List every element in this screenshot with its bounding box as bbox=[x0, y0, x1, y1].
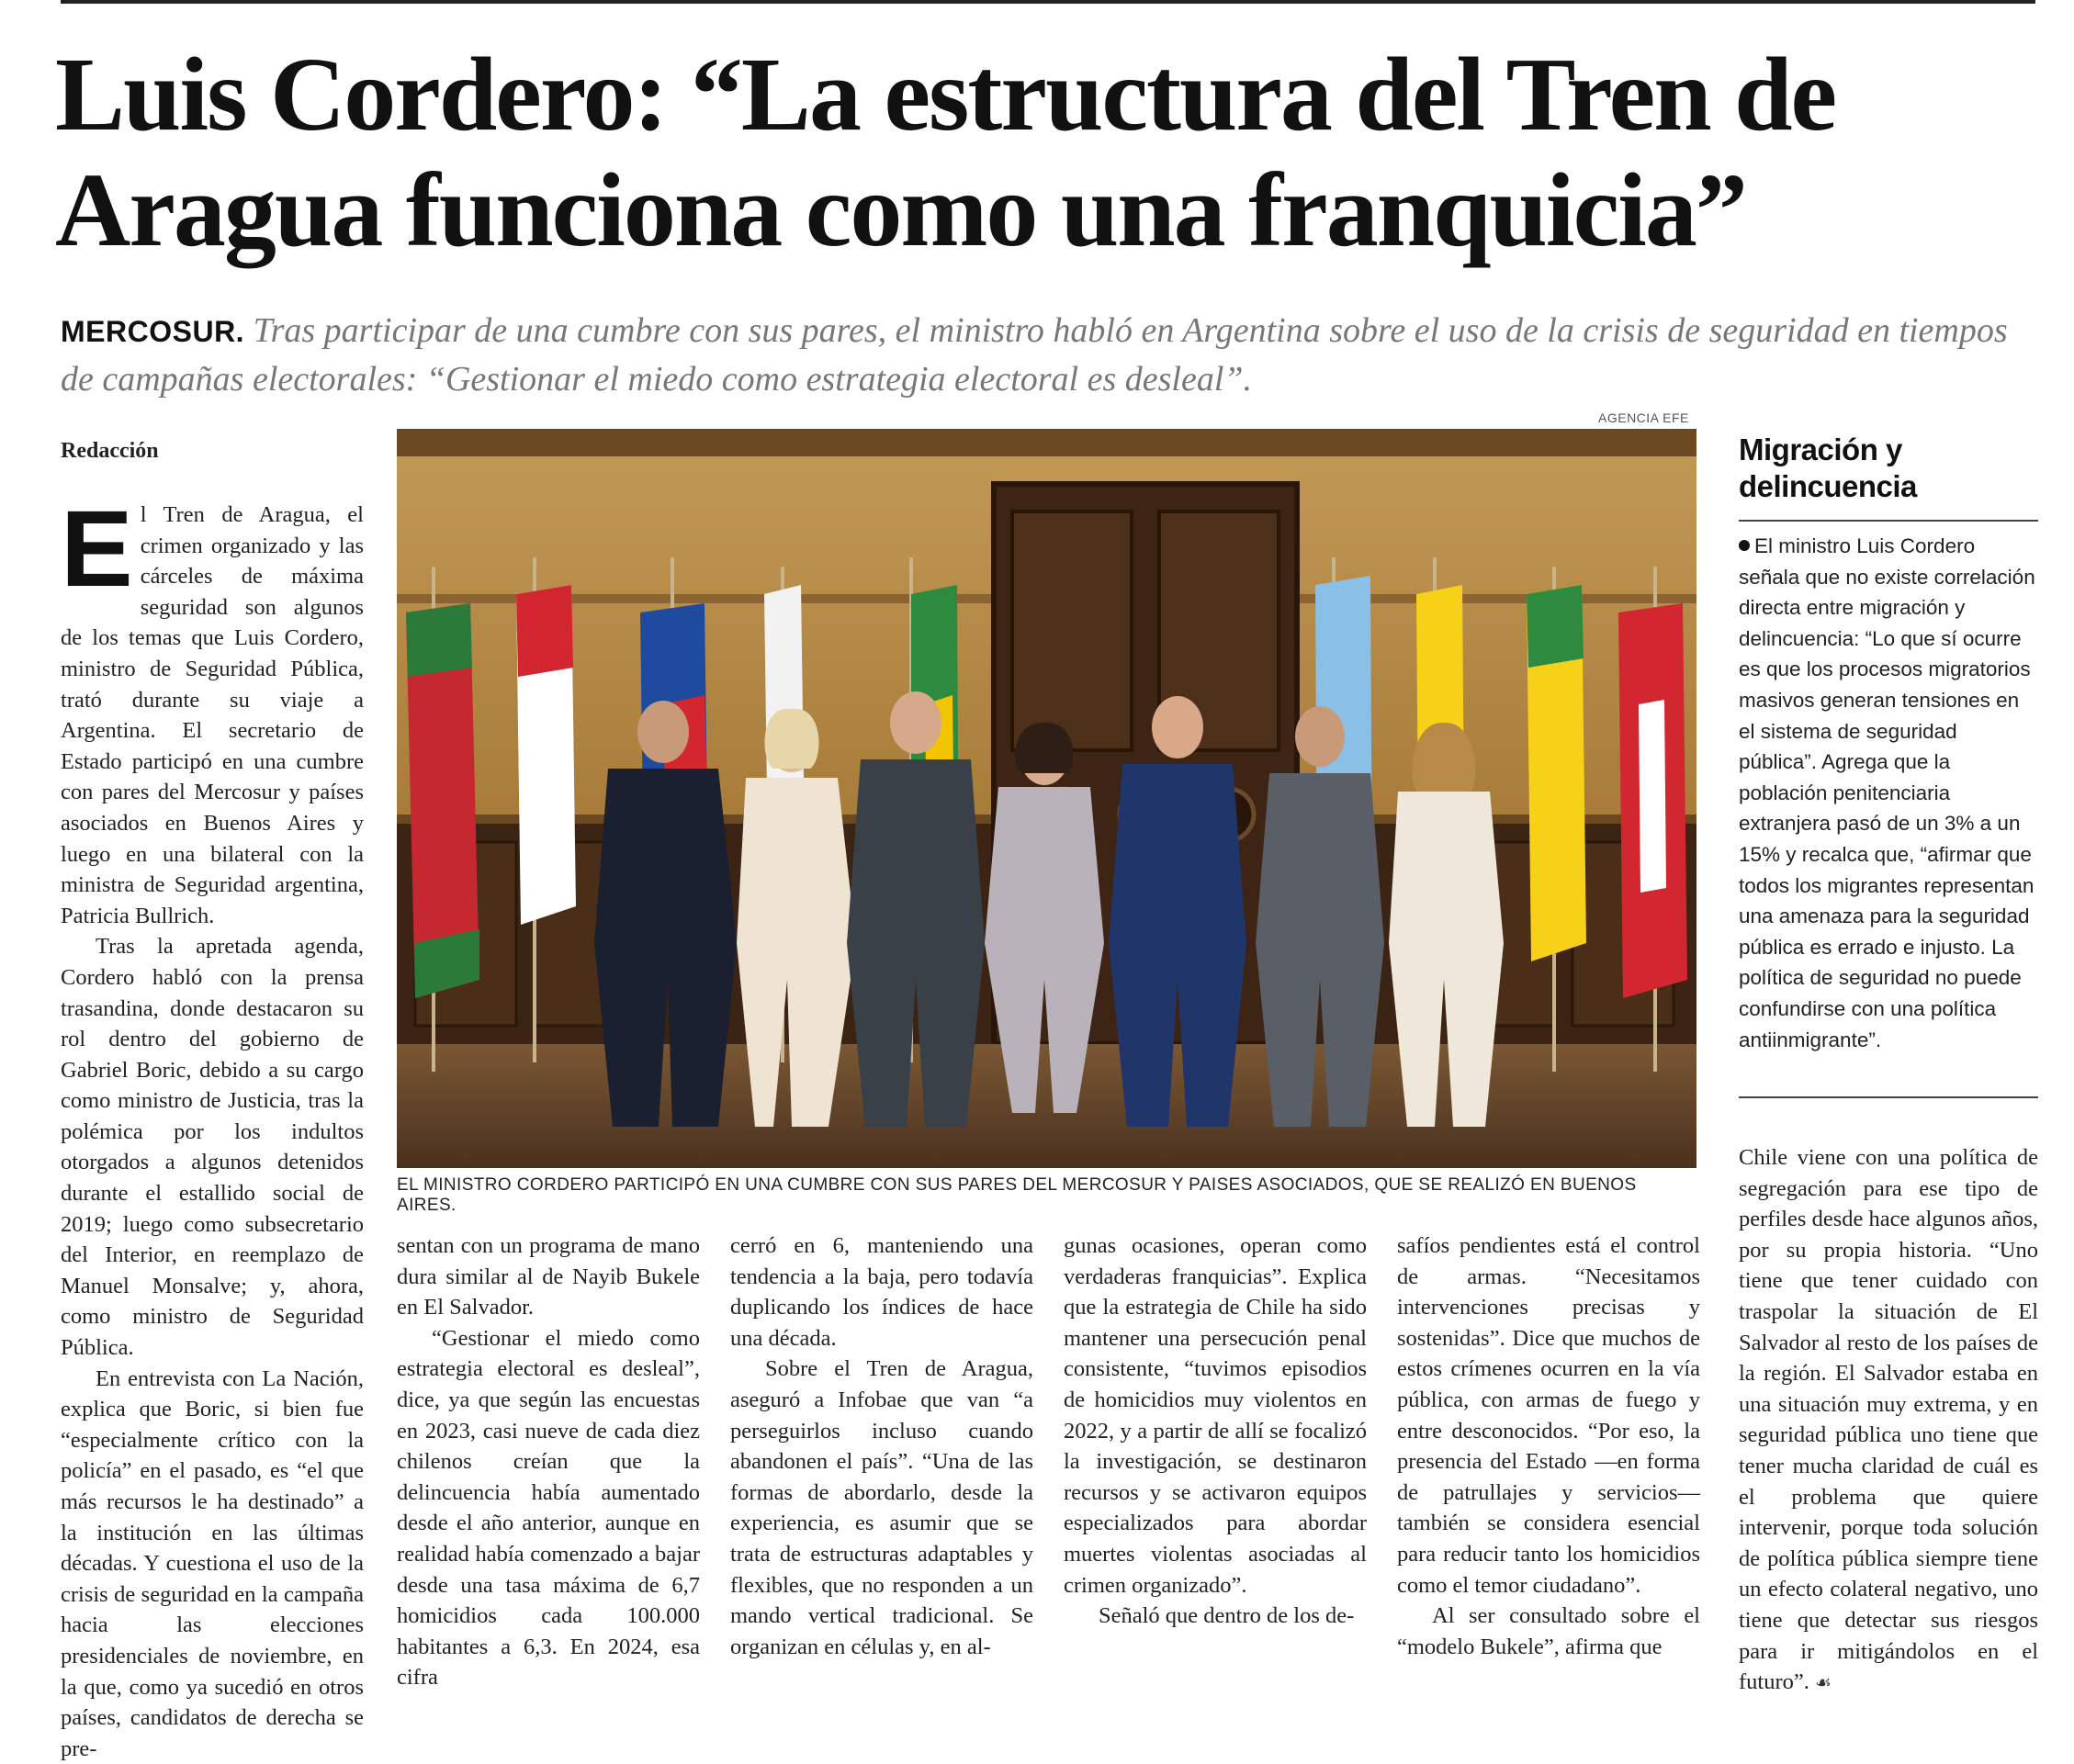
article-paragraph: cerró en 6, manteniendo una tendencia a la baja, pero todavía duplicando los índices de hace una década. bbox=[730, 1233, 1033, 1351]
sidebar-title: Migración y delincuencia bbox=[1739, 433, 1917, 503]
end-mark-icon: ☙ bbox=[1815, 1671, 1832, 1694]
sidebar-body: El ministro Luis Cordero señala que no existe correlación directa entre migración y delincuencia: “Lo que sí ocurre es que los procesos migratorios masivos generan tensiones en el sistema de seguridad pública”. Agrega que la población penitenciaria extranjera pasó de un 3% a un 15% y recalca que, “afirmar que todos los migrantes representan una amenaza para la seguridad pública es errado e injusto. La política de seguridad no puede confundirse con una política antiinmigrante”. bbox=[1739, 534, 2035, 1051]
photo-caption: EL MINISTRO CORDERO PARTICIPÓ EN UNA CUMBRE CON SUS PARES DEL MERCOSUR Y PAISES ASOCIADOS, QUE SE REALIZÓ EN BUENOS AIRES. bbox=[397, 1175, 1637, 1215]
sidebar-rule bbox=[1739, 520, 2038, 522]
article-paragraph: Sobre el Tren de Aragua, aseguró a Infobae que van “a perseguirlos incluso cuando abandonen el país”. “Una de las formas de abordarlo, desde la experiencia, es asumir que se trata de estructuras adaptables y flexibles, que no responden a un mando vertical tradicional. Se organizan en células y, en al- bbox=[730, 1356, 1033, 1659]
article-column-4 bbox=[1064, 1230, 1367, 1632]
article-column-1 bbox=[61, 489, 364, 1764]
deck-text: Tras participar de una cumbre con sus pares, el ministro habló en Argentina sobre el uso de la crisis de seguridad en tiempos de campañas electorales: “Gestionar el miedo como estrategia electoral es desleal”. bbox=[61, 311, 2008, 399]
article-paragraph: El Tren de Aragua, el crimen organizado y las cárceles de máxima seguridad son algunos de los temas que Luis Cordero, ministro de Seguridad Pública, trató durante su viaje a Argentina. El secretario de Estado participó en una cumbre con pares del Mercosur y países asociados en Buenos Aires y luego en una bilateral con la ministra de Seguridad argentina, Patricia Bullrich. bbox=[61, 489, 364, 928]
deck-kicker: MERCOSUR. bbox=[61, 315, 245, 348]
sidebar-rule bbox=[1739, 1096, 2038, 1098]
article-paragraph: En entrevista con La Nación, explica que Boric, si bien fue “especialmente crítico con la policía” en el pasado, es “el que más recursos le ha destinado” a la institución en las últimas décadas. Y cuestiona el uso de la crisis de seguridad en la campaña hacia las elecciones presidenciales de noviembre, en la que, como ya sucedió en otros países, candidatos de derecha se pre- bbox=[61, 1365, 364, 1761]
article-paragraph: “Gestionar el miedo como estrategia electoral es desleal”, dice, ya que según las encuestas en 2023, casi nueve de cada diez chilenos creían que la delincuencia había aumentado desde el año anterior, aunque en realidad había comenzado a bajar desde una tasa máxima de 6,7 homicidios cada 100.000 habitantes a 6,3. En 2024, esa cifra bbox=[397, 1325, 700, 1691]
byline: Redacción bbox=[61, 439, 159, 463]
article-column-6 bbox=[1739, 1142, 2038, 1699]
article-column-5 bbox=[1397, 1230, 1700, 1662]
article-column-3 bbox=[730, 1230, 1033, 1662]
article-paragraph: Chile viene con una política de segregación para ese tipo de perfiles desde hace algunos años, por su propia historia. “Uno tiene que tener cuidado con traspolar la situación de El Salvador al resto de los países de la región. El Salvador estaba en una situación muy extrema, y en seguridad pública uno tiene que tener mucha claridad de cuál es el problema que quiere intervenir, porque toda solución de política pública siempre tiene un efecto colateral negativo, uno tiene que detectar sus riesgos para ir mitigándolos en el futuro”. ☙ bbox=[1739, 1145, 2038, 1695]
group-photo bbox=[397, 429, 1696, 1168]
article-paragraph: Señaló que dentro de los de- bbox=[1099, 1603, 1355, 1629]
deck bbox=[61, 307, 2035, 403]
article-paragraph: sentan con un programa de mano dura similar al de Nayib Bukele en El Salvador. bbox=[397, 1233, 700, 1320]
article-paragraph: Tras la apretada agenda, Cordero habló con la prensa trasandina, donde destacaron su rol dentro del gobierno de Gabriel Boric, debido a su cargo como ministro de Justicia, tras la polémica por los indultos otorgados a algunos detenidos durante el estallido social de 2019; luego como subsecretario del Interior, en reemplazo de Manuel Monsalve; y, ahora, como ministro de Seguridad Pública. bbox=[61, 934, 364, 1361]
article-paragraph: Al ser consultado sobre el “modelo Bukele”, afirma que bbox=[1397, 1603, 1700, 1659]
bullet-icon bbox=[1739, 540, 1750, 551]
photo-credit: AGENCIA EFE bbox=[1598, 410, 1689, 425]
article-paragraph: safíos pendientes está el control de armas. “Necesitamos intervenciones precisas y sostenidas”. Dice que muchos de estos crímenes ocurren en la vía pública, con armas de fuego y entre desconocidos. “Por eso, la presencia del Estado —en forma de patrullajes y servicios— también se considera esencial para reducir tanto los homicidios como el temor ciudadano”. bbox=[1397, 1233, 1700, 1598]
headline: Luis Cordero: “La estructura del Tren de Aragua funciona como una franquicia” bbox=[55, 36, 1836, 268]
top-rule bbox=[61, 0, 2035, 4]
drop-cap: E bbox=[61, 489, 133, 610]
article-paragraph: gunas ocasiones, operan como verdaderas franquicias”. Explica que la estrategia de Chile ha sido mantener una persecución penal consistente, “tuvimos episodios de homicidios muy violentos en 2022, y a partir de allí se focalizó la investigación, se destinaron recursos y se activaron equipos especializados para abordar muertes violentas asociadas al crimen organizado”. bbox=[1064, 1233, 1367, 1598]
article-column-2 bbox=[397, 1230, 700, 1693]
